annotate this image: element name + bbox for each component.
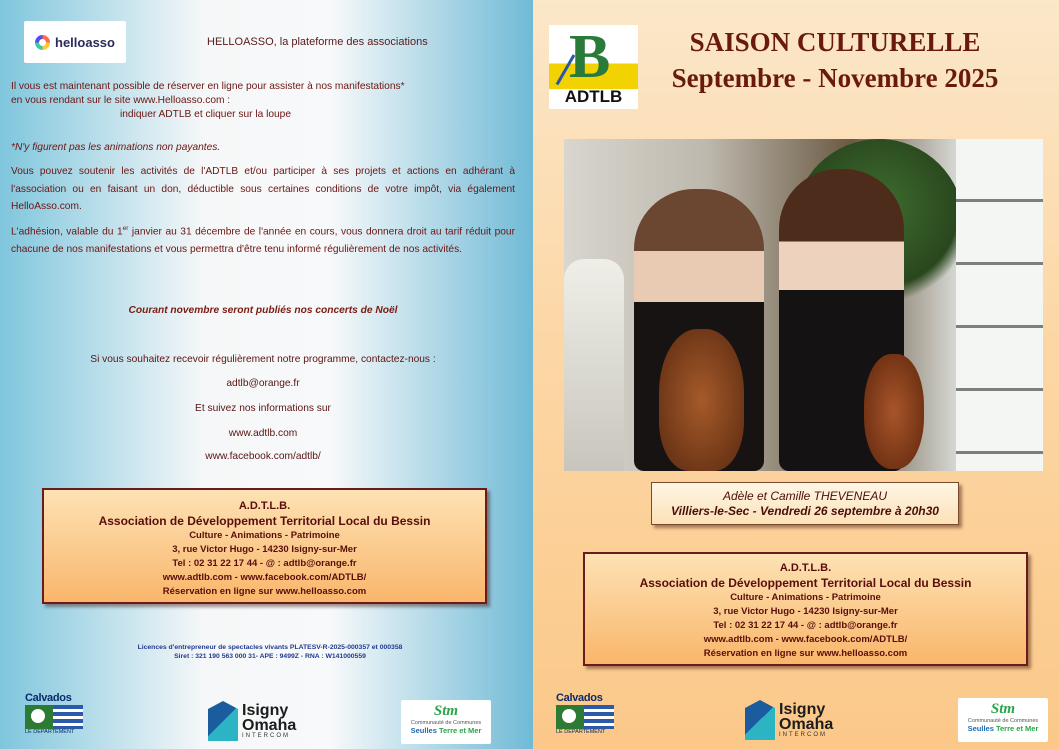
isigny-name-2-r: Omaha — [779, 716, 834, 733]
stm-sub-r: Communauté de Communes — [967, 718, 1039, 724]
isigny-name-1: Isigny — [242, 702, 289, 719]
stm-logo-right — [958, 698, 1048, 742]
membership-text-a: L'adhésion, valable du 1 — [11, 226, 123, 238]
stm-mark: Stm — [433, 703, 459, 719]
assoc-address-r: 3, rue Victor Hugo - 14230 Isigny-sur-Mer — [713, 606, 898, 617]
season-title: SAISON CULTURELLE — [689, 27, 981, 57]
isigny-sub-r: INTERCOM — [779, 732, 827, 738]
helloasso-title: HELLOASSO, la plateforme des associations — [207, 36, 428, 48]
calvados-sub: LE DÉPARTEMENT — [25, 729, 75, 735]
assoc-tagline-r: Culture - Animations - Patrimoine — [730, 592, 881, 603]
stm-name-a: Seulles — [410, 726, 439, 735]
assoc-web-r: www.adtlb.com - www.facebook.com/ADTLB/ — [703, 634, 908, 645]
calvados-emblem-icon — [25, 705, 53, 729]
stm-logo-left — [401, 700, 491, 744]
isigny-name-2: Omaha — [242, 717, 297, 734]
assoc-booking-r: Réservation en ligne sur www.helloasso.com — [703, 648, 908, 659]
licence-line1: Licences d'entrepreneur de spectacles vivants PLATESV-R-2025-000357 et 000358 — [137, 644, 403, 651]
calvados-label: Calvados — [25, 692, 72, 704]
helloasso-ring-icon — [35, 35, 50, 50]
facebook-link[interactable]: www.facebook.com/adtlb/ — [205, 451, 321, 462]
isigny-sub: INTERCOM — [242, 733, 290, 739]
stm-name-a-r: Seulles — [967, 724, 996, 733]
cello-icon — [659, 329, 744, 471]
isigny-emblem-icon — [208, 701, 238, 741]
membership-paragraph — [11, 220, 515, 258]
assoc-booking: Réservation en ligne sur www.helloasso.com — [162, 586, 367, 597]
isigny-logo-left — [208, 699, 318, 743]
website-link[interactable]: www.adtlb.com — [228, 428, 298, 439]
noel-notice: Courant novembre seront publiés nos concerts de Noël — [128, 305, 398, 316]
licence-info — [60, 643, 480, 661]
subscribe-text: Si vous souhaitez recevoir régulièrement notre programme, contactez-nous : — [90, 354, 436, 365]
adtlb-logo-letter: B — [569, 25, 611, 91]
stm-name-b: Terre et Mer — [438, 726, 482, 735]
assoc-web: www.adtlb.com - www.facebook.com/ADTLB/ — [162, 572, 367, 583]
licence-line2: Siret : 321 190 563 000 31- APE : 9499Z - RNA : W141000559 — [174, 653, 366, 660]
assoc-box-left — [42, 488, 487, 604]
musicians-photo — [564, 139, 1043, 471]
support-paragraph: Vous pouvez soutenir les activités de l'ADTLB et/ou participer à ses projets et actions en adhérant à l'association ou en faisant un don, déductible sous certaines conditions de votre impôt, via également HelloAsso.com. — [11, 166, 515, 212]
calvados-waves-icon-r — [584, 705, 614, 729]
intro-line1: Il vous est maintenant possible de réserver en ligne pour assister à nos manifestations — [11, 81, 401, 92]
photo-window — [956, 139, 1043, 471]
caption-event: Villiers-le-Sec - Vendredi 26 septembre à 20h30 — [671, 504, 939, 518]
isigny-logo-right — [745, 698, 855, 742]
intro-line3: indiquer ADTLB et cliquer sur la loupe — [120, 109, 292, 120]
footnote: *N'y figurent pas les animations non payantes. — [11, 142, 221, 153]
assoc-tagline: Culture - Animations - Patrimoine — [189, 530, 340, 541]
isigny-name-1-r: Isigny — [779, 701, 826, 718]
adtlb-logo — [549, 25, 638, 109]
assoc-acronym: A.D.T.L.B. — [238, 500, 291, 512]
stm-sub: Communauté de Communes — [410, 720, 482, 726]
violin-icon — [864, 354, 924, 469]
stm-name-r — [958, 724, 1048, 733]
assoc-acronym-r: A.D.T.L.B. — [779, 562, 832, 574]
assoc-contact-r: Tel : 02 31 22 17 44 - @ : adtlb@orange.fr — [713, 620, 898, 631]
helloasso-logo[interactable] — [24, 21, 126, 63]
concert-caption — [651, 482, 959, 525]
calvados-emblem-icon-r — [556, 705, 584, 729]
assoc-address: 3, rue Victor Hugo - 14230 Isigny-sur-Mer — [172, 544, 357, 555]
calvados-waves-icon — [53, 705, 83, 729]
adtlb-logo-text: ADTLB — [564, 87, 623, 106]
calvados-logo-right — [556, 692, 616, 742]
stm-name-b-r: Terre et Mer — [995, 724, 1039, 733]
calvados-sub-r: LE DÉPARTEMENT — [556, 729, 606, 735]
follow-text: Et suivez nos informations sur — [195, 403, 331, 414]
stm-name — [401, 726, 491, 735]
helloasso-logo-text: helloasso — [55, 34, 115, 50]
contact-email[interactable]: adtlb@orange.fr — [226, 378, 300, 389]
calvados-logo-left — [25, 692, 85, 742]
assoc-name-r: Association de Développement Territorial Local du Bessin — [639, 576, 972, 590]
membership-sup: er — [122, 225, 129, 232]
calvados-label-r: Calvados — [556, 692, 603, 704]
assoc-name: Association de Développement Territorial Local du Bessin — [98, 514, 431, 528]
season-dates: Septembre - Novembre 2025 — [671, 63, 999, 93]
intro-line2: en vous rendant sur le site www.Helloasso.com : — [11, 95, 231, 106]
intro-star: * — [400, 81, 405, 92]
stm-mark-r: Stm — [990, 701, 1016, 717]
photo-railing — [564, 259, 624, 471]
assoc-box-right — [583, 552, 1028, 666]
membership-text-b: janvier au 31 décembre de l'année en cours, vous donnera droit au tarif réduit pour chacune de nos manifestations et vous permettra d'être tenu informé régulièrement de nos activités. — [11, 226, 515, 255]
intro-text — [11, 80, 515, 122]
assoc-contact: Tel : 02 31 22 17 44 - @ : adtlb@orange.fr — [172, 558, 357, 569]
isigny-emblem-icon-r — [745, 700, 775, 740]
caption-names: Adèle et Camille THEVENEAU — [722, 489, 888, 503]
